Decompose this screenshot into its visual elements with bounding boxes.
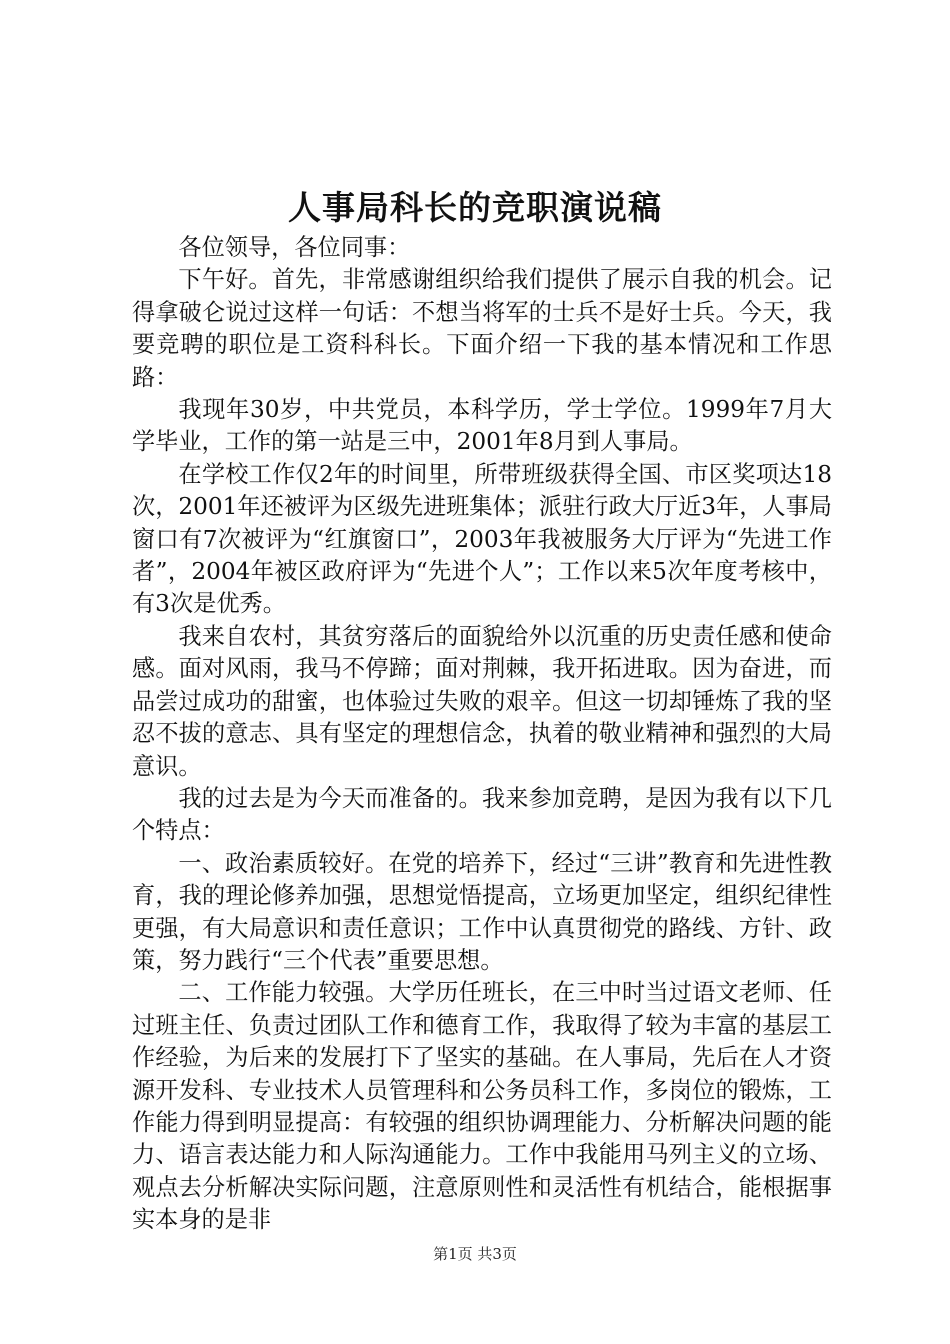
- paragraph-basic-info: 我现年30岁，中共党员，本科学历，学士学位。1999年7月大学毕业，工作的第一站是三中，2001年8月到人事局。: [132, 396, 832, 456]
- document-title: 人事局科长的竞职演说稿: [288, 188, 662, 227]
- page-footer: 第1页 共3页: [433, 1245, 517, 1263]
- paragraph-point-two: 二、工作能力较强。大学历任班长，在三中时当过语文老师、任过班主任、负责过团队工作和德育工作，我取得了较为丰富的基层工作经验，为后来的发展打下了坚实的基础。在人事局，先后在人才资源开发科、专业技术人员管理科和公务员科工作，多岗位的锻炼，工作能力得到明显提高：有较强的组织协调理能力、分析解决问题的能力、语言表达能力和人际沟通能力。工作中我能用马列主义的立场、观点去分析解决实际问题，注意原则性和灵活性有机结合，能根据事实本身的是非: [132, 979, 832, 1234]
- paragraph-point-one: 一、政治素质较好。在党的培养下，经过“三讲”教育和先进性教育，我的理论修养加强，思想觉悟提高，立场更加坚定，组织纪律性更强，有大局意识和责任意识；工作中认真贯彻党的路线、方针、政策，努力践行“三个代表”重要思想。: [132, 849, 832, 974]
- paragraph-background: 我来自农村，其贫穷落后的面貌给外以沉重的历史责任感和使命感。面对风雨，我马不停蹄；面对荆棘，我开拓进取。因为奋进，而品尝过成功的甜蜜，也体验过失败的艰辛。但这一切却锤炼了我的坚忍不拔的意志、具有坚定的理想信念，执着的敬业精神和强烈的大局意识。: [132, 622, 832, 780]
- paragraph-greeting: 下午好。首先，非常感谢组织给我们提供了展示自我的机会。记得拿破仑说过这样一句话：不想当将军的士兵不是好士兵。今天，我要竞聘的职位是工资科科长。下面介绍一下我的基本情况和工作思路：: [132, 266, 832, 391]
- document-body: [132, 232, 832, 1237]
- paragraph-salutation: 各位领导，各位同事：: [178, 234, 411, 261]
- paragraph-achievements: 在学校工作仅2年的时间里，所带班级获得全国、市区奖项达18次，2001年还被评为区级先进班集体；派驻行政大厅近3年，人事局窗口有7次被评为“红旗窗口”，2003年我被服务大厅评为“先进工作者”，2004年被区政府评为“先进个人”；工作以来5次年度考核中，有3次是优秀。: [132, 460, 832, 618]
- paragraph-features-intro: 我的过去是为今天而准备的。我来参加竞聘，是因为我有以下几个特点：: [132, 784, 832, 845]
